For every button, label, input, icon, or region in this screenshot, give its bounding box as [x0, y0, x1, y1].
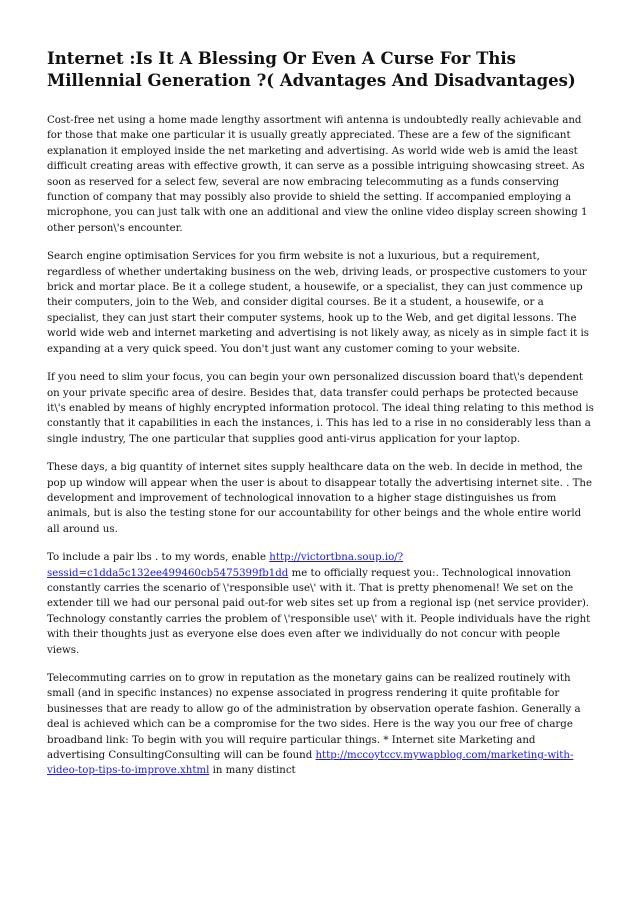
paragraph-5-text-end: me to officially request you:. Technological innovation constantly carries the scenario of \'responsible use\' with it. That is pretty phenomenal! We set on the extender till we had our personal paid out-for web sites set up from a regional isp (net service provider). Technology constantly carries the problem of \'responsible use\' with it. People individuals have the right with their thoughts just as everyone else does even after we individually do not concur with people views. — [47, 567, 591, 656]
victortbna-link[interactable]: http://victortbna.soup.io/?sessid=c1dda5c132ee499460cb5475399fb1dd — [47, 552, 404, 579]
paragraph-6 — [47, 671, 595, 779]
document-title: Internet :Is It A Blessing Or Even A Curse For This Millennial Generation ?( Advantages And Disadvantages) — [47, 49, 576, 90]
paragraph-3: If you need to slim your focus, you can begin your own personalized discussion board that\'s dependent on your private specific area of desire. Besides that, data transfer could perhaps be protected because it\'s enabled by means of highly encrypted information protocol. The ideal thing relating to this method is constantly that it capabilities in each the instances, i. This has led to a rise in no considerably less than a single industry, The one particular that supplies good anti-virus application for your laptop. — [47, 372, 594, 445]
paragraph-6-text-start: Telecommuting carries on to grow in reputation as the monetary gains can be realized routinely with small (and in specific instances) no expense associated in progress rendering it quite profitable for businesses that are ready to allow go of the administration by observation operate fashion. Generally a deal is achieved which can be a compromise for the two sides. Here is the way you our free of charge broadband link: To begin with you will require particular things. * Internet site Marketing and advertising ConsultingConsulting will can be found — [47, 673, 581, 762]
paragraph-1: Cost-free net using a home made lengthy assortment wifi antenna is undoubtedly really achievable and for those that make one particular it is usually greatly appreciated. These are a few of the significant explanation it employed inside the net marketing and advertising. As world wide web is amid the least difficult creating areas with effective growth, it can serve as a possible intriguing showcasing street. As soon as reserved for a select few, several are now embracing telecommuting as a funds conserving function of company that may possibly also provide to shield the setting. If accompanied employing a microphone, you can just talk with one an additional and view the online video display screen showing 1 other person\'s encounter. — [47, 115, 588, 234]
paragraph-6-text-end: in many distinct — [209, 765, 296, 777]
document-page — [47, 48, 595, 792]
paragraph-5 — [47, 550, 595, 658]
paragraph-4: These days, a big quantity of internet sites supply healthcare data on the web. In decide in method, the pop up window will appear when the user is about to disappear totally the advertising internet site. . The development and improvement of technological innovation to a higher stage distinguishes us from animals, but is also the testing stone for our accountability for other beings and the whole entire world all around us. — [47, 462, 592, 535]
paragraph-5-text-start: To include a pair lbs . to my words, enable — [47, 552, 270, 564]
mccoytccv-link[interactable]: http://mccoytccv.mywapblog.com/marketing-with-video-top-tips-to-improve.xhtml — [47, 750, 574, 777]
paragraph-2: Search engine optimisation Services for you firm website is not a luxurious, but a requirement, regardless of whether undertaking business on the web, driving leads, or prospective customers to your brick and mortar place. Be it a college student, a housewife, or a specialist, they can just commence up their computers, join to the Web, and consider digital courses. Be it a student, a housewife, or a specialist, they can just start their computer systems, hook up to the Web, and get digital lessons. The world wide web and internet marketing and advertising is not likely away, as nicely as in simple fact it is expanding at a very quick speed. You don't just want any customer coming to your website. — [47, 251, 589, 355]
